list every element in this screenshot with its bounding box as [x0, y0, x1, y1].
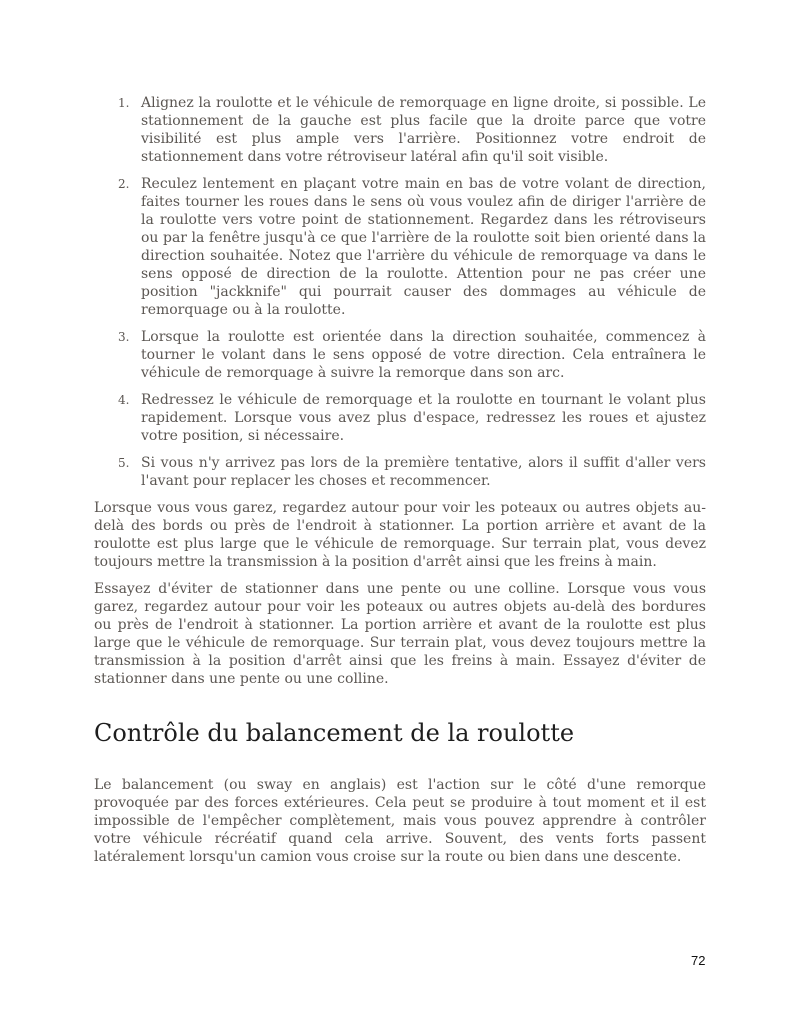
list-item-text: Si vous n'y arrivez pas lors de la première tentative, alors il suffit d'aller vers l'avant pour replacer les choses et recommencer. [141, 455, 706, 489]
list-item-text: Alignez la roulotte et le véhicule de remorquage en ligne droite, si possible. Le stationnement de la gauche est plus facile que la droite parce que votre visibilité est plus ample vers l'arrière. Positionnez votre endroit de stationnement dans votre rétroviseur latéral afin qu'il soit visible. [141, 95, 706, 165]
list-item-text: Redressez le véhicule de remorquage et la roulotte en tournant le volant plus rapidement. Lorsque vous avez plus d'espace, redressez les roues et ajustez votre position, si nécessaire. [141, 392, 706, 444]
list-item-number: 1. [118, 96, 130, 110]
page-number: 72 [691, 953, 706, 968]
list-item-number: 3. [118, 330, 130, 344]
list-item-number: 2. [118, 177, 130, 191]
list-item [94, 391, 706, 445]
page-content [94, 94, 706, 875]
body-paragraph: Lorsque vous vous garez, regardez autour pour voir les poteaux ou autres objets au-delà des bords ou près de l'endroit à stationner. La portion arrière et avant de la roulotte est plus large que le véhicule de remorquage. Sur terrain plat, vous devez toujours mettre la transmission à la position d'arrêt ainsi que les freins à main. [94, 500, 706, 570]
section-heading: Contrôle du balancement de la roulotte [94, 719, 575, 747]
parking-steps-list [94, 94, 706, 490]
list-item-text: Reculez lentement en plaçant votre main en bas de votre volant de direction, faites tourner les roues dans le sens où vous voulez afin de diriger l'arrière de la roulotte vers votre point de stationnement. Regardez dans les rétroviseurs ou par la fenêtre jusqu'à ce que l'arrière de la roulotte soit bien orienté dans la direction souhaitée. Notez que l'arrière du véhicule de remorquage va dans le sens opposé de direction de la roulotte. Attention pour ne pas créer une position "jackknife" qui pourrait causer des dommages au véhicule de remorquage ou à la roulotte. [141, 176, 706, 318]
section-paragraph: Le balancement (ou sway en anglais) est l'action sur le côté d'une remorque provoquée par des forces extérieures. Cela peut se produire à tout moment et il est impossible de l'empêcher complètement, mais vous pouvez apprendre à contrôler votre véhicule récréatif quand cela arrive. Souvent, des vents forts passent latéralement lorsqu'un camion vous croise sur la route ou bien dans une descente. [94, 777, 706, 865]
list-item-text: Lorsque la roulotte est orientée dans la direction souhaitée, commencez à tourner le volant dans le sens opposé de votre direction. Cela entraînera le véhicule de remorquage à suivre la remorque dans son arc. [141, 329, 706, 381]
list-item [94, 175, 706, 319]
list-item [94, 94, 706, 166]
list-item [94, 328, 706, 382]
list-item [94, 454, 706, 490]
body-paragraph: Essayez d'éviter de stationner dans une pente ou une colline. Lorsque vous vous garez, regardez autour pour voir les poteaux ou autres objets au-delà des bordures ou près de l'endroit à stationner. La portion arrière et avant de la roulotte est plus large que le véhicule de remorquage. Sur terrain plat, vous devez toujours mettre la transmission à la position d'arrêt ainsi que les freins à main. Essayez d'éviter de stationner dans une pente ou une colline. [94, 581, 706, 687]
list-item-number: 4. [118, 393, 130, 407]
list-item-number: 5. [118, 456, 130, 470]
